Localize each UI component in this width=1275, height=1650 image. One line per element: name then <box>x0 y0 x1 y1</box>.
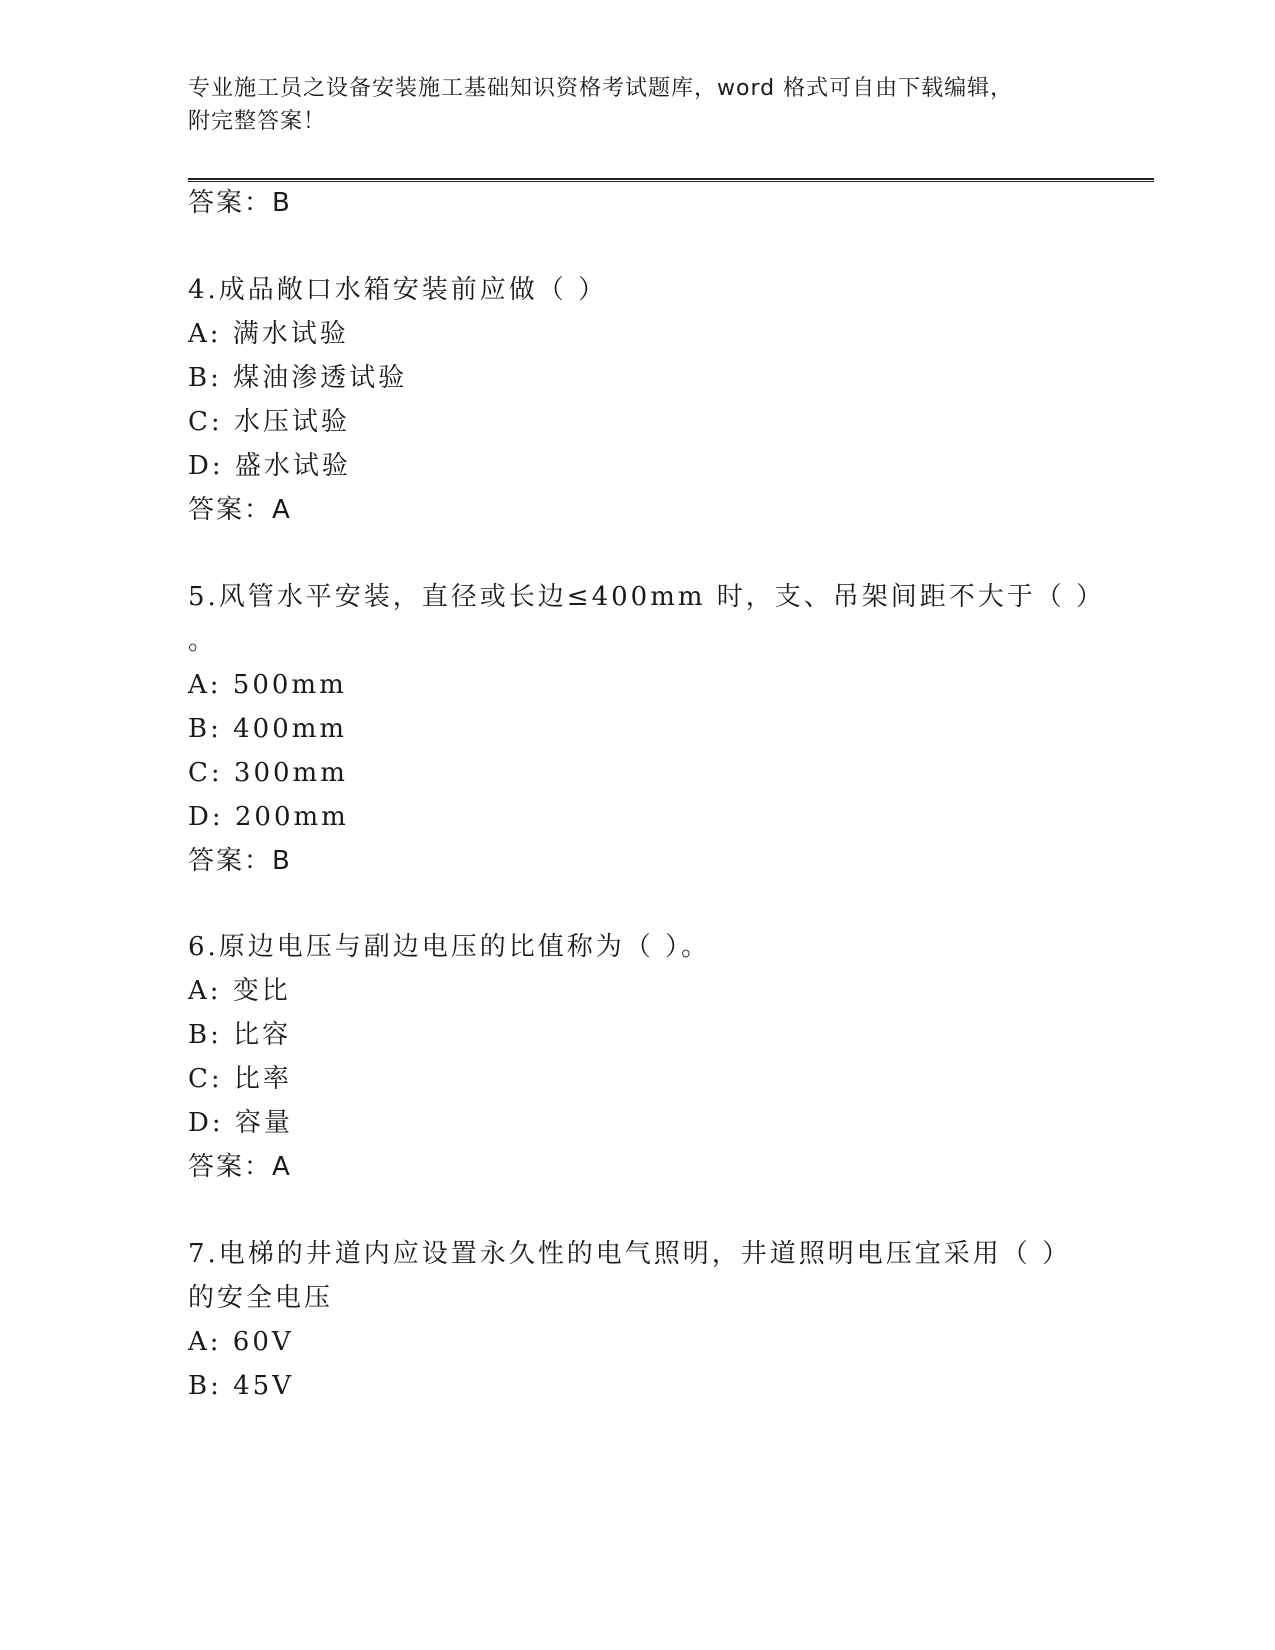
question-7-option-a: A: 60V <box>188 1327 294 1357</box>
header-text-line-2: 附完整答案！ <box>188 109 327 134</box>
question-5-stem-line-1: 5.风管水平安装，直径或长边≤400mm 时，支、吊架间距不大于（ ） <box>188 582 1106 612</box>
question-6-option-a: A: 变比 <box>188 976 291 1006</box>
question-7-stem-line-2: 的安全电压 <box>188 1283 334 1313</box>
question-6-option-b: B: 比容 <box>188 1020 292 1050</box>
question-5-option-b: B: 400mm <box>188 714 348 744</box>
question-6-stem: 6.原边电压与副边电压的比值称为（ ）。 <box>188 932 711 962</box>
question-5-answer: 答案：B <box>188 846 292 876</box>
header-text-line-1: 专业施工员之设备安装施工基础知识资格考试题库，word 格式可自由下载编辑， <box>188 76 1014 101</box>
question-5-option-c: C: 300mm <box>188 758 348 788</box>
question-6-option-d: D: 容量 <box>188 1108 293 1138</box>
question-5-stem-line-2: 。 <box>188 626 218 656</box>
question-5-option-a: A: 500mm <box>188 670 347 700</box>
question-7-stem-line-1: 7.电梯的井道内应设置永久性的电气照明，井道照明电压宜采用（ ） <box>188 1239 1072 1269</box>
question-6-answer: 答案：A <box>188 1152 292 1182</box>
question-5-option-d: D: 200mm <box>188 802 349 832</box>
question-4-option-b: B: 煤油渗透试验 <box>188 363 408 393</box>
question-6-option-c: C: 比率 <box>188 1064 292 1094</box>
page-header <box>188 72 1068 138</box>
question-4-stem: 4.成品敞口水箱安装前应做（ ） <box>188 275 608 305</box>
question-4-option-d: D: 盛水试验 <box>188 451 351 481</box>
header-divider <box>188 178 1154 182</box>
question-4-option-a: A: 满水试验 <box>188 319 349 349</box>
question-4-option-c: C: 水压试验 <box>188 407 350 437</box>
question-4-answer: 答案：A <box>188 495 292 525</box>
answer-prev: 答案：B <box>188 188 292 218</box>
question-7-option-b: B: 45V <box>188 1371 294 1401</box>
